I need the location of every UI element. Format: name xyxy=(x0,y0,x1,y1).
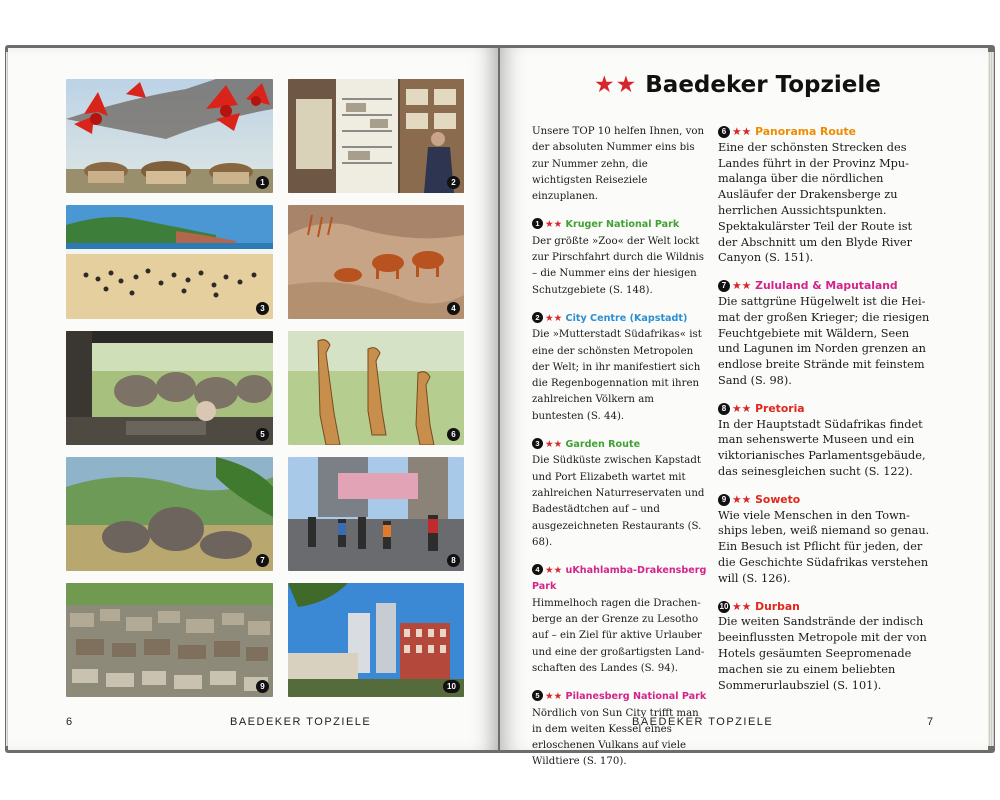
entry-text: Die sattgrüne Hügelwelt ist die Heimat der großen Krieger; die riesigen Feuchtgebiete mit Wäldern, Seen und Lagunen im Norden grenzen an endlose breite Strände mit feinstem Sand (S. 98). xyxy=(718,294,930,387)
entry-text: Die Südküste zwischen Kapstadt und Port Elizabeth wartet mit zahlreichen Naturreservaten und Badestädtchen auf – und ausgezeichneten Restaurants (S. 68). xyxy=(532,455,705,548)
entry-number: 9 xyxy=(718,494,730,506)
entry-number: 10 xyxy=(719,601,729,611)
photo-number-badge: 8 xyxy=(447,554,460,567)
rating-stars: ★★ xyxy=(732,599,752,613)
entry-title: Pilanesberg National Park xyxy=(565,691,707,703)
top-entry-2 xyxy=(532,311,708,425)
top-entry-1 xyxy=(532,217,708,298)
entry-text: Wie viele Menschen in den Townships leben, weiß niemand so genau. Ein Besuch ist Pflicht für jeden, der die Geschichte Südafrikas verstehen will (S. 126). xyxy=(718,508,930,585)
entry-number: 2 xyxy=(532,312,543,323)
rating-stars: ★★ xyxy=(545,691,563,703)
entry-number: 4 xyxy=(532,564,543,575)
photo-2 xyxy=(288,79,464,193)
photo-6 xyxy=(288,331,464,445)
entry-number: 8 xyxy=(718,403,730,415)
photo-number-badge: 2 xyxy=(447,176,460,189)
entry-text: Eine der schönsten Strecken des Landes führt in der Provinz Mpumalanga über die nördlichen Ausläufer der Drakensberge zu herrlichen Aussichtspunkten. Spektakulärster Teil der Route ist der Abschnitt um den Blyde River Canyon (S. 151). xyxy=(718,140,913,265)
page-number-right: 7 xyxy=(927,716,935,728)
photo-4 xyxy=(288,205,464,319)
photo-8 xyxy=(288,457,464,571)
entry-number: 5 xyxy=(532,690,543,701)
page-title-text: Baedeker Topziele xyxy=(645,72,881,98)
photo-number-badge: 1 xyxy=(256,176,269,189)
entry-text: Die »Mutterstadt Südafrikas« ist eine der schönsten Metropolen der Welt; in ihr manifestiert sich die Regenbogennation mit ihren zahlreichen Völkern am buntesten (S. 44). xyxy=(532,329,702,422)
photo-1 xyxy=(66,79,273,193)
entry-text: In der Hauptstadt Südafrikas findet man sehenswerte Museen und ein viktorianisches Parlamentsgebäude, das seinesgleichen sucht (S. 122). xyxy=(718,417,926,478)
entry-title: Kruger National Park xyxy=(565,219,680,231)
entry-title: Durban xyxy=(755,599,800,613)
running-head-right: BAEDEKER TOPZIELE xyxy=(632,716,774,728)
entry-title: Soweto xyxy=(755,492,801,506)
photo-number-badge: 6 xyxy=(447,428,460,441)
entry-title: City Centre (Kapstadt) xyxy=(565,312,688,324)
top-entry-4 xyxy=(532,563,708,677)
entry-number: 1 xyxy=(532,218,543,229)
entry-number: 6 xyxy=(718,126,730,138)
entry-text: Der größte »Zoo« der Welt lockt zur Pirschfahrt durch die Wildnis – die Nummer eins der hiesigen Schutzgebiete (S. 148). xyxy=(532,235,705,296)
rating-stars: ★★ xyxy=(732,492,752,506)
photo-number-badge: 5 xyxy=(256,428,269,441)
photo-number-badge: 9 xyxy=(256,680,269,693)
text-column-2 xyxy=(718,124,934,693)
rating-stars: ★★ xyxy=(545,312,563,324)
photo-9 xyxy=(66,583,273,697)
text-column-1 xyxy=(532,124,708,771)
photo-5 xyxy=(66,331,273,445)
entry-text: Nördlich von Sun City trifft man in dem weiten Kessel eines erloschenen Vulkans auf viele Wildtiere (S. 170). xyxy=(532,707,699,768)
intro-paragraph: Unsere TOP 10 helfen Ihnen, von der absoluten Nummer eins bis zur Nummer zehn, die wichtigsten Reiseziele einzuplanen. xyxy=(532,126,705,203)
entry-title: Pretoria xyxy=(755,401,805,415)
rating-stars: ★★ xyxy=(732,279,752,293)
photo-number-badge: 4 xyxy=(447,302,460,315)
entry-text: Die weiten Sandstrände der indisch beeinflussten Metropole mit der von Hotels gesäumten Seepromenade machen sie zu einem beliebten Sommerurlaubsziel (S. 101). xyxy=(718,615,927,692)
top-entry-9 xyxy=(718,492,934,587)
top-entry-10 xyxy=(718,599,934,694)
entry-number: 7 xyxy=(718,280,730,292)
top-entry-7 xyxy=(718,278,934,389)
entry-title: Garden Route xyxy=(565,439,641,451)
photo-3 xyxy=(66,205,273,319)
page-title xyxy=(594,72,881,98)
photo-number-badge: 7 xyxy=(256,554,269,567)
rating-stars: ★★ xyxy=(545,565,563,577)
photo-number-badge: 10 xyxy=(443,680,460,693)
photo-number-badge: 3 xyxy=(256,302,269,315)
top-entry-8 xyxy=(718,401,934,480)
photo-7 xyxy=(66,457,273,571)
entry-title: uKhahlamba-Drakensberg Park xyxy=(532,565,707,593)
running-head-left: BAEDEKER TOPZIELE xyxy=(230,716,372,728)
top-entry-3 xyxy=(532,437,708,551)
page-edge-right xyxy=(988,52,994,746)
top-entry-6 xyxy=(718,124,934,266)
rating-stars: ★★ xyxy=(594,72,638,98)
entry-text: Himmelhoch ragen die Drachenberge an der Grenze zu Lesotho auf – ein Ziel für aktive Urlauber und eine der großartigsten Landschaften des Landes (S. 94). xyxy=(532,597,705,674)
rating-stars: ★★ xyxy=(545,439,563,451)
photo-10 xyxy=(288,583,464,697)
rating-stars: ★★ xyxy=(732,125,752,138)
entry-number: 3 xyxy=(532,438,543,449)
rating-stars: ★★ xyxy=(732,401,752,415)
top-entry-5 xyxy=(532,689,708,770)
entry-title: Zululand & Maputaland xyxy=(755,279,898,293)
rating-stars: ★★ xyxy=(545,219,563,231)
page-number-left: 6 xyxy=(66,716,74,728)
entry-title: Panorama Route xyxy=(755,125,856,138)
